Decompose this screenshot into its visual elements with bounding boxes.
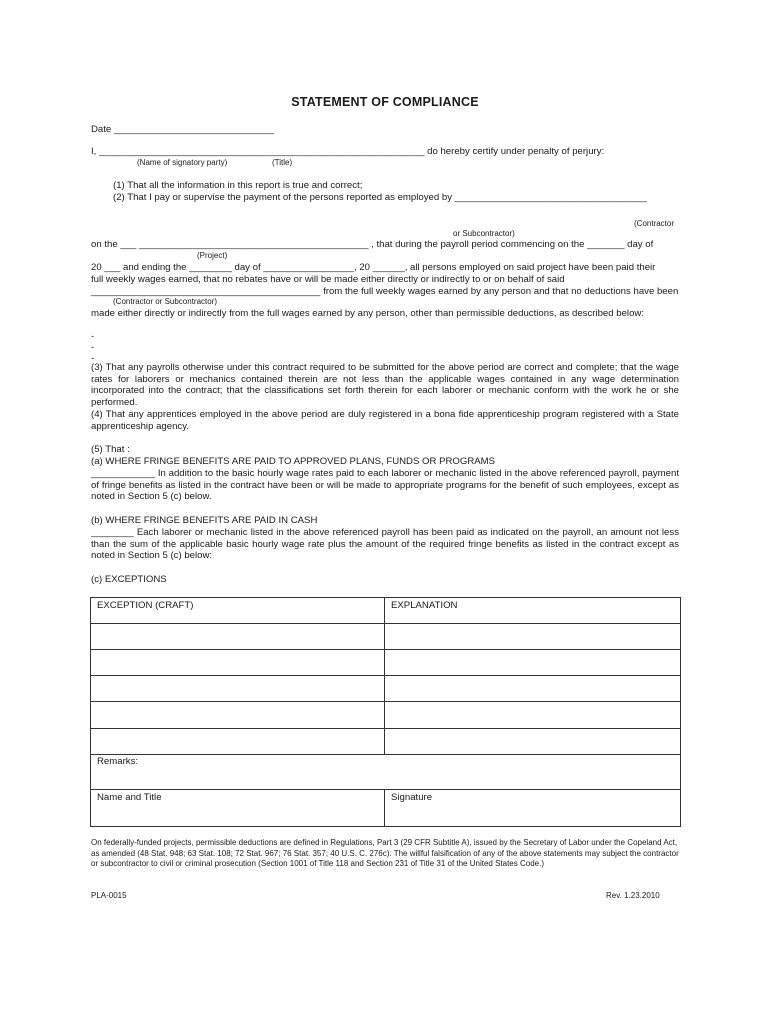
table-row-line [90, 754, 681, 755]
column-header-explanation: EXPLANATION [391, 600, 458, 611]
signature-column-divider [384, 789, 385, 827]
period-line[interactable]: 20 ___ and ending the ________ day of _________________, 20 ______, all persons employed on said project have been paid their [91, 262, 656, 273]
page-title: STATEMENT OF COMPLIANCE [291, 95, 479, 109]
explanation-cell[interactable] [385, 729, 680, 754]
exception-cell[interactable] [91, 650, 383, 675]
date-line[interactable]: Date ______________________________ [91, 124, 274, 135]
form-number: PLA-0015 [91, 891, 127, 900]
certify-line[interactable]: I, _____________________________________________________________ do hereby certify under penalty of perjury: [91, 146, 605, 157]
contractor-label: (Contractor [634, 219, 675, 228]
section-5c-title: (c) EXCEPTIONS [91, 574, 167, 585]
deductions-line: made either directly or indirectly from the full wages earned by any person, other than permissible deductions, as described below: [91, 308, 644, 319]
section-5b-title: (b) WHERE FRINGE BENEFITS ARE PAID IN CASH [91, 515, 318, 526]
explanation-cell[interactable] [385, 624, 680, 649]
exception-cell[interactable] [91, 624, 383, 649]
title-label: (Title) [272, 158, 293, 167]
name-and-title-field[interactable]: Name and Title [97, 792, 162, 803]
deduction-dash-3: - [91, 353, 95, 364]
table-row-line [90, 789, 681, 790]
explanation-cell[interactable] [385, 650, 680, 675]
wages-line: full weekly wages earned, that no rebates have or will be made either directly or indirectly to or on behalf of said [91, 274, 565, 285]
deduction-dash-1: - [91, 331, 95, 342]
paragraph-4: (4) That any apprentices employed in the above period are duly registered in a bona fide apprenticeship program registered with a State apprenticeship agency. [91, 409, 679, 432]
item-2[interactable]: (2) That I pay or supervise the payment of the persons reported as employed by ____________________________________ [113, 192, 647, 203]
section-5a-text: ____________ In addition to the basic hourly wage rates paid to each laborer or mechanic listed in the above referenced payroll, payment of fringe benefits as listed in the contract have been or will be made to appropriate programs for the benefit of such employees, except as noted in Section 5 (c) below. [91, 468, 679, 503]
section-5-title: (5) That : [91, 444, 130, 455]
exception-cell[interactable] [91, 676, 383, 701]
column-header-exception: EXCEPTION (CRAFT) [97, 600, 194, 611]
footnote: On federally-funded projects, permissible deductions are defined in Regulations, Part 3 (29 CFR Subtitle A), issued by the Secretary of Labor under the Copeland Act, as amended (48 Stat. 948; 63 Stat. 108; 72 Stat. 967; 76 Stat. 357; 40 U.S. C. 276c). The willful falsification of any of the above statements may subject the contractor or subcontractor to civil or criminal prosecution (Section 1001 of Title 118 and Section 231 of Title 31 of the United States Code.) [91, 838, 679, 869]
remarks-label[interactable]: Remarks: [97, 756, 139, 767]
contractor-subcontractor-label: (Contractor or Subcontractor) [113, 297, 218, 306]
contractor-blank-line[interactable]: ___________________________________________ from the full weekly wages earned by any person and that no deductions have been [91, 286, 679, 297]
signatory-label: (Name of signatory party) [137, 158, 228, 167]
exception-cell[interactable] [91, 729, 383, 754]
project-line[interactable]: on the ___ ___________________________________________ , that during the payroll period commencing on the _______ day of [91, 239, 654, 250]
exception-cell[interactable] [91, 702, 383, 727]
explanation-cell[interactable] [385, 676, 680, 701]
section-5a-title: (a) WHERE FRINGE BENEFITS ARE PAID TO APPROVED PLANS, FUNDS OR PROGRAMS [91, 456, 496, 467]
section-5b-text: ________ Each laborer or mechanic listed in the above referenced payroll has been paid as indicated on the payroll, an amount not less than the sum of the applicable basic hourly wage rate plus the amount of the required fringe benefits as listed in the contract except as noted in Section 5 (c) below: [91, 527, 679, 562]
or-subcontractor-label: or Subcontractor) [453, 229, 515, 238]
item-1: (1) That all the information in this report is true and correct; [113, 180, 363, 191]
signature-field[interactable]: Signature [391, 792, 433, 803]
deduction-dash-2: - [91, 342, 95, 353]
revision-date: Rev. 1.23.2010 [606, 891, 660, 900]
paragraph-3: (3) That any payrolls otherwise under this contract required to be submitted for the above period are correct and complete; that the wage rates for laborers or mechanics contained therein are not less than the applicable wages contained in any wage determination incorporated into the contract; that the classifications set forth therein for each laborer or mechanic conform with the work he or she performed. [91, 362, 679, 408]
project-label: (Project) [197, 251, 228, 260]
explanation-cell[interactable] [385, 702, 680, 727]
